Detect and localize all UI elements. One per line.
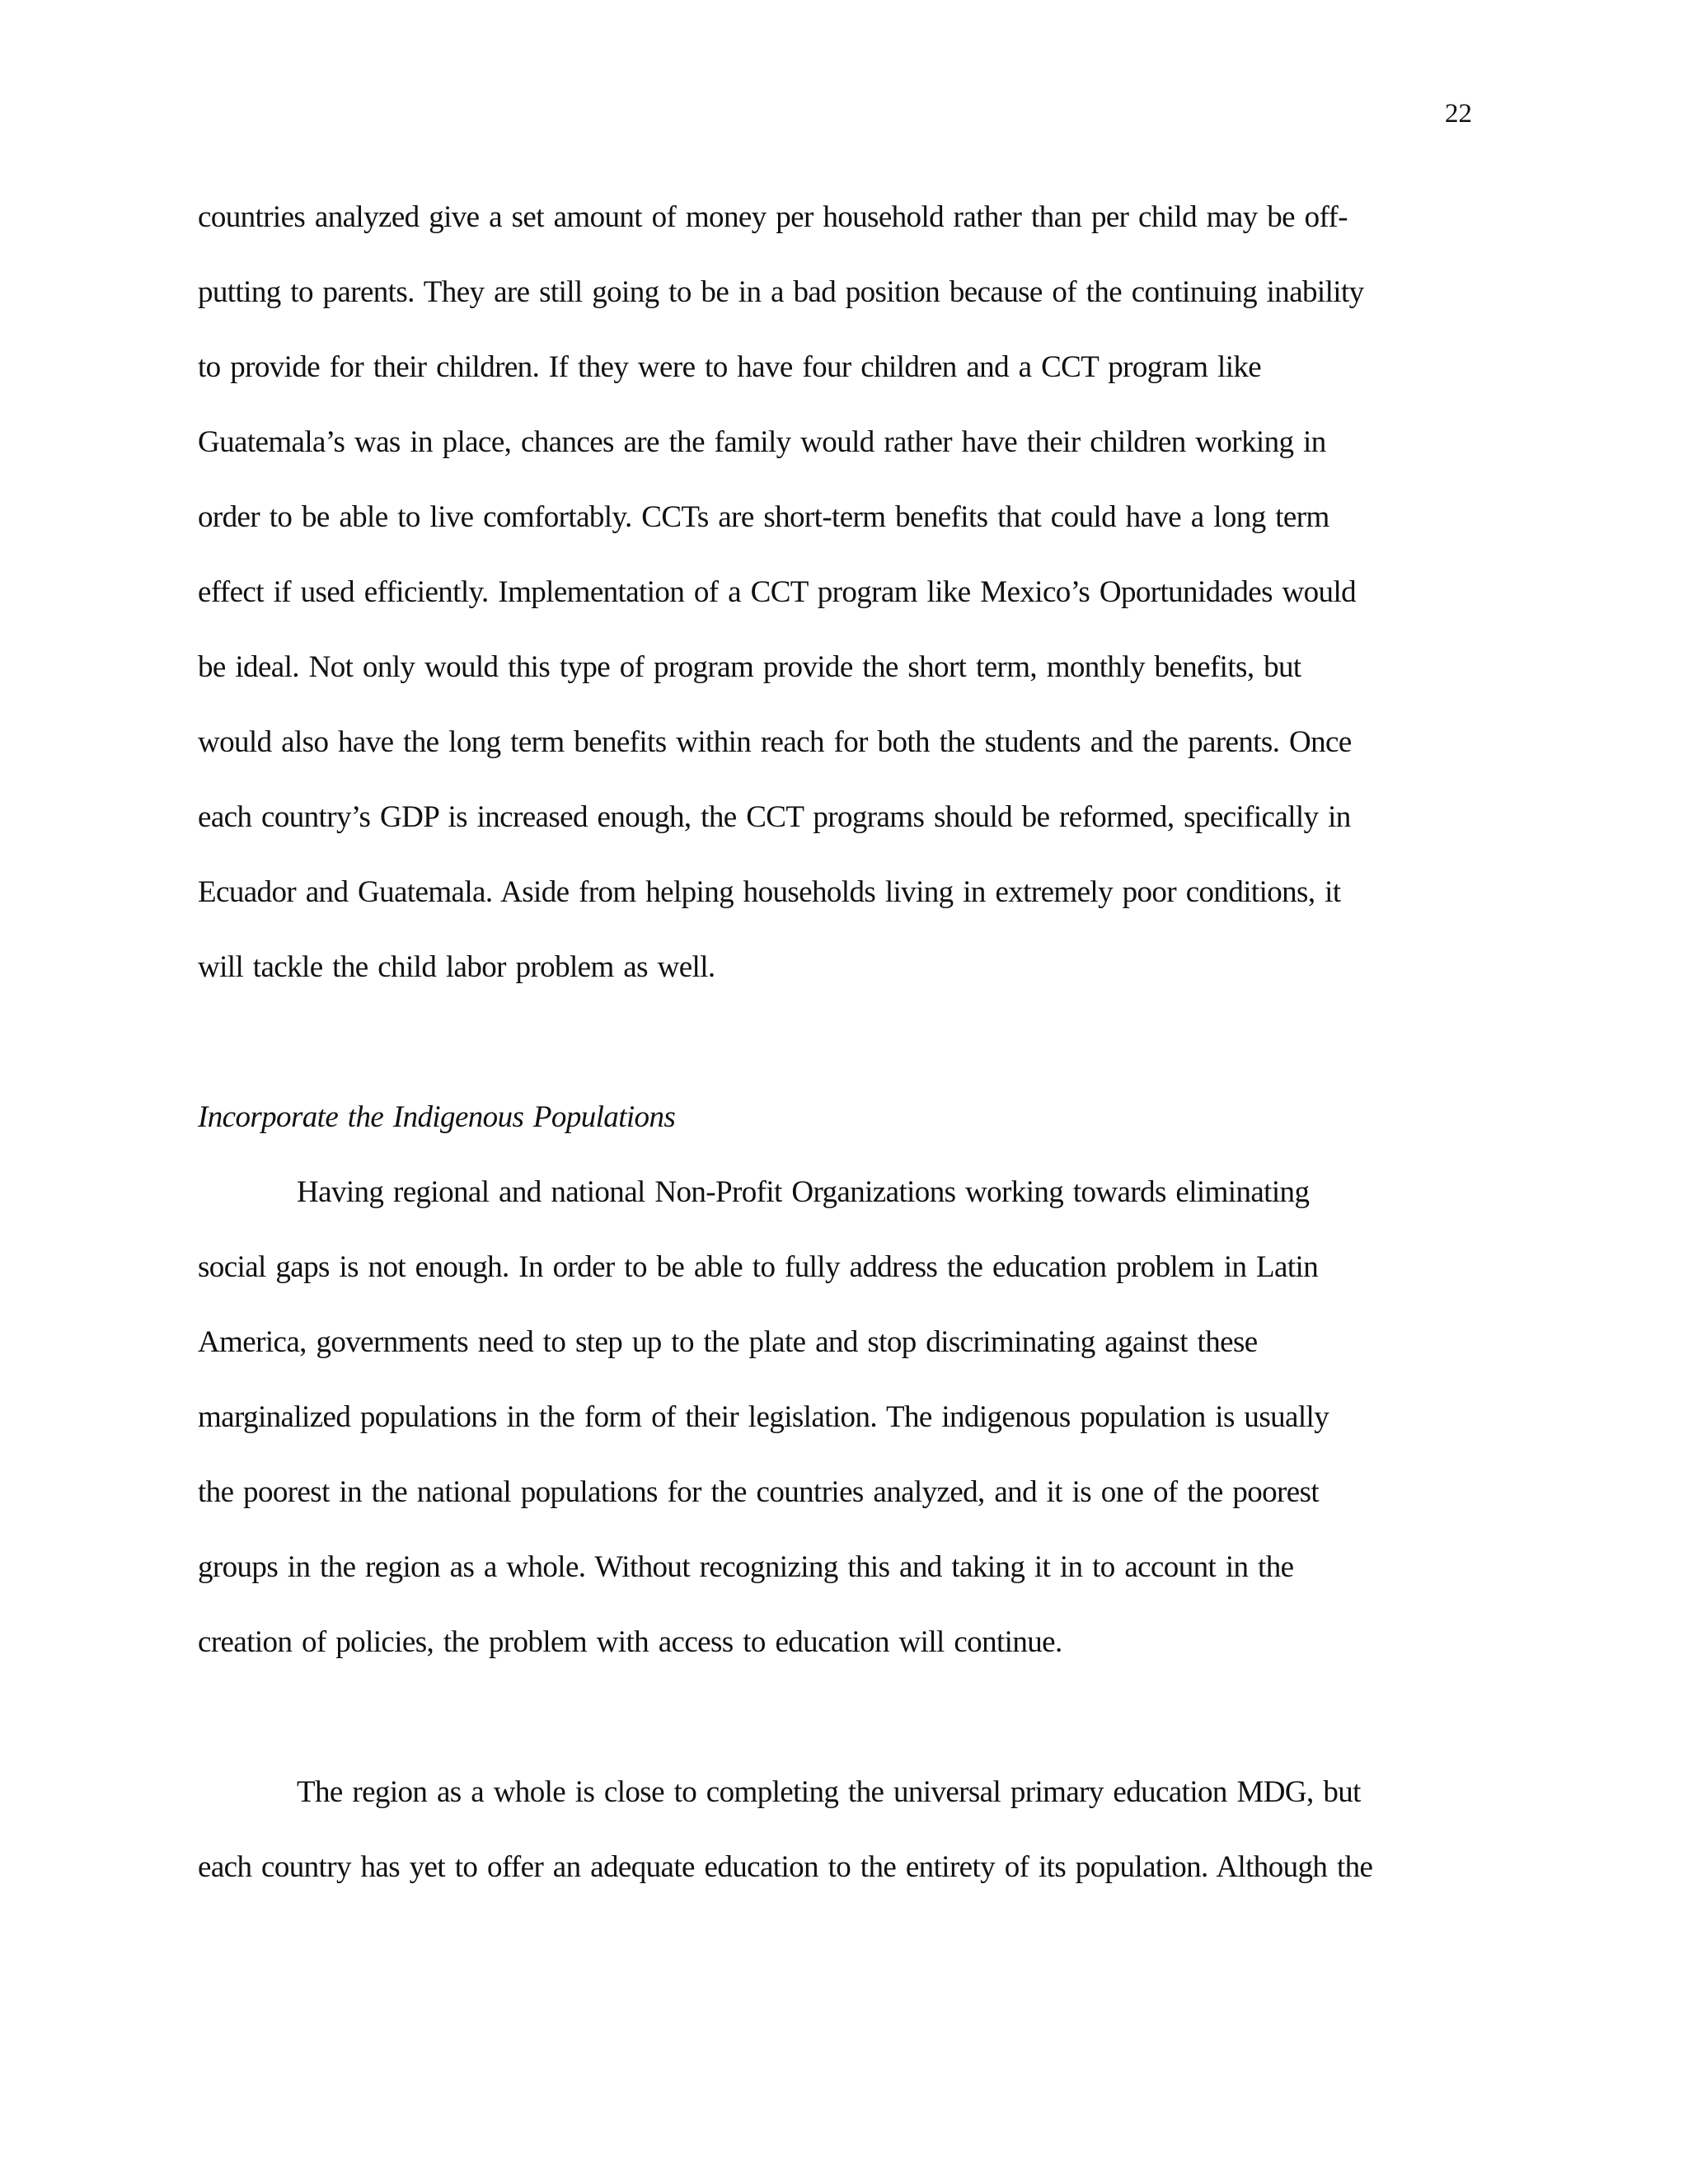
paragraph-line: Having regional and national Non-Profit Organizations working towards eliminating	[297, 1175, 1310, 1209]
paragraph-line: will tackle the child labor problem as well.	[198, 950, 715, 984]
paragraph-line: groups in the region as a whole. Without recognizing this and taking it in to account in the	[198, 1550, 1294, 1584]
paragraph-line: The region as a whole is close to completing the universal primary education MDG, but	[297, 1775, 1361, 1809]
paragraph-line: each country’s GDP is increased enough, the CCT programs should be reformed, specifically in	[198, 800, 1351, 834]
paragraph-line: each country has yet to offer an adequate education to the entirety of its population. Although the	[198, 1850, 1373, 1884]
paragraph-line: be ideal. Not only would this type of program provide the short term, monthly benefits, but	[198, 650, 1301, 684]
paragraph-line: the poorest in the national populations for the countries analyzed, and it is one of the poorest	[198, 1475, 1320, 1509]
section-heading: Incorporate the Indigenous Populations	[198, 1100, 676, 1134]
paragraph-line: social gaps is not enough. In order to be able to fully address the education problem in Latin	[198, 1250, 1319, 1284]
paragraph-line: putting to parents. They are still going to be in a bad position because of the continuing inability	[198, 275, 1364, 309]
paragraph-line: creation of policies, the problem with access to education will continue.	[198, 1625, 1062, 1659]
paragraph-line: countries analyzed give a set amount of money per household rather than per child may be off-	[198, 200, 1348, 234]
paragraph-line: America, governments need to step up to the plate and stop discriminating against these	[198, 1325, 1258, 1359]
paragraph-line: Ecuador and Guatemala. Aside from helping households living in extremely poor conditions, it	[198, 875, 1341, 909]
paragraph-line: Guatemala’s was in place, chances are the family would rather have their children working in	[198, 425, 1326, 459]
paragraph-line: effect if used efficiently. Implementation of a CCT program like Mexico’s Oportunidades would	[198, 575, 1357, 609]
paragraph-line: to provide for their children. If they were to have four children and a CCT program like	[198, 350, 1262, 384]
paragraph-line: would also have the long term benefits within reach for both the students and the parents. Once	[198, 725, 1352, 759]
page-number: 22	[1445, 99, 1472, 129]
paragraph-line: order to be able to live comfortably. CCTs are short-term benefits that could have a long term	[198, 500, 1329, 534]
paragraph-line: marginalized populations in the form of their legislation. The indigenous population is usually	[198, 1400, 1329, 1434]
